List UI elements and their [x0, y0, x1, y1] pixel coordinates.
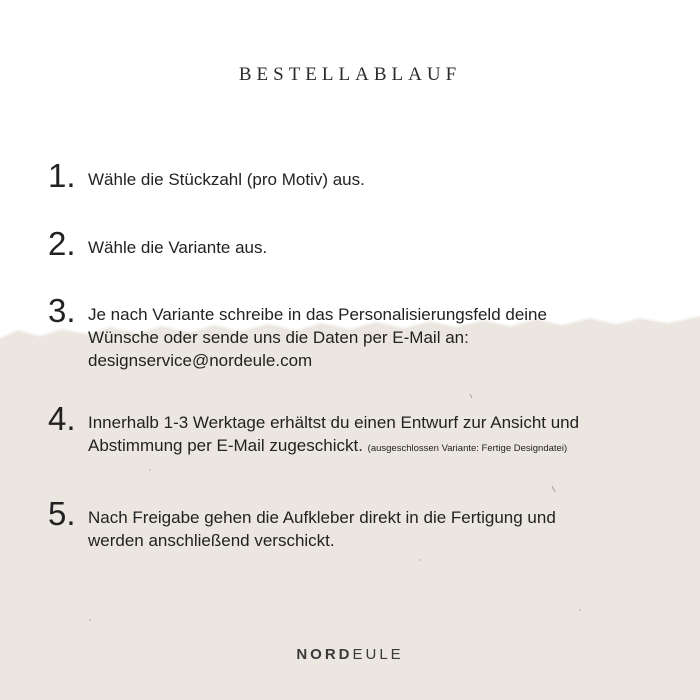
step-note: (ausgeschlossen Variante: Fertige Designdatei) — [367, 443, 568, 454]
step-text — [88, 506, 668, 552]
step-number: 1. — [48, 157, 76, 194]
page-title: BESTELLABLAUF — [238, 64, 462, 85]
step-text-line — [88, 434, 668, 460]
step-text-line: Nach Freigabe gehen die Aufkleber direkt in die Fertigung und — [88, 508, 556, 527]
step-number: 3. — [48, 292, 76, 329]
step-text: Wähle die Variante aus. — [88, 238, 268, 257]
email-link[interactable]: designservice@nordeule.com — [88, 351, 313, 370]
brand-part-bold: NORD — [296, 646, 353, 663]
step-text-line: Wünsche oder sende uns die Daten per E-Mail an: — [88, 328, 469, 347]
step-text-segment: Abstimmung per E-Mail zugeschickt. — [88, 436, 363, 455]
step-number: 4. — [48, 400, 76, 437]
step-text — [88, 303, 668, 372]
brand-part-light: EULE — [352, 646, 404, 663]
step-number: 2. — [48, 225, 76, 262]
step-number: 5. — [48, 495, 76, 532]
step-text-line: Innerhalb 1-3 Werktage erhältst du einen Entwurf zur Ansicht und — [88, 413, 580, 432]
brand-logo — [0, 646, 700, 663]
step-text-line: werden anschließend verschickt. — [88, 531, 335, 550]
step-text: Wähle die Stückzahl (pro Motiv) aus. — [88, 170, 365, 189]
step-text — [88, 411, 668, 460]
step-text-line: Je nach Variante schreibe in das Personalisierungsfeld deine — [88, 305, 547, 324]
